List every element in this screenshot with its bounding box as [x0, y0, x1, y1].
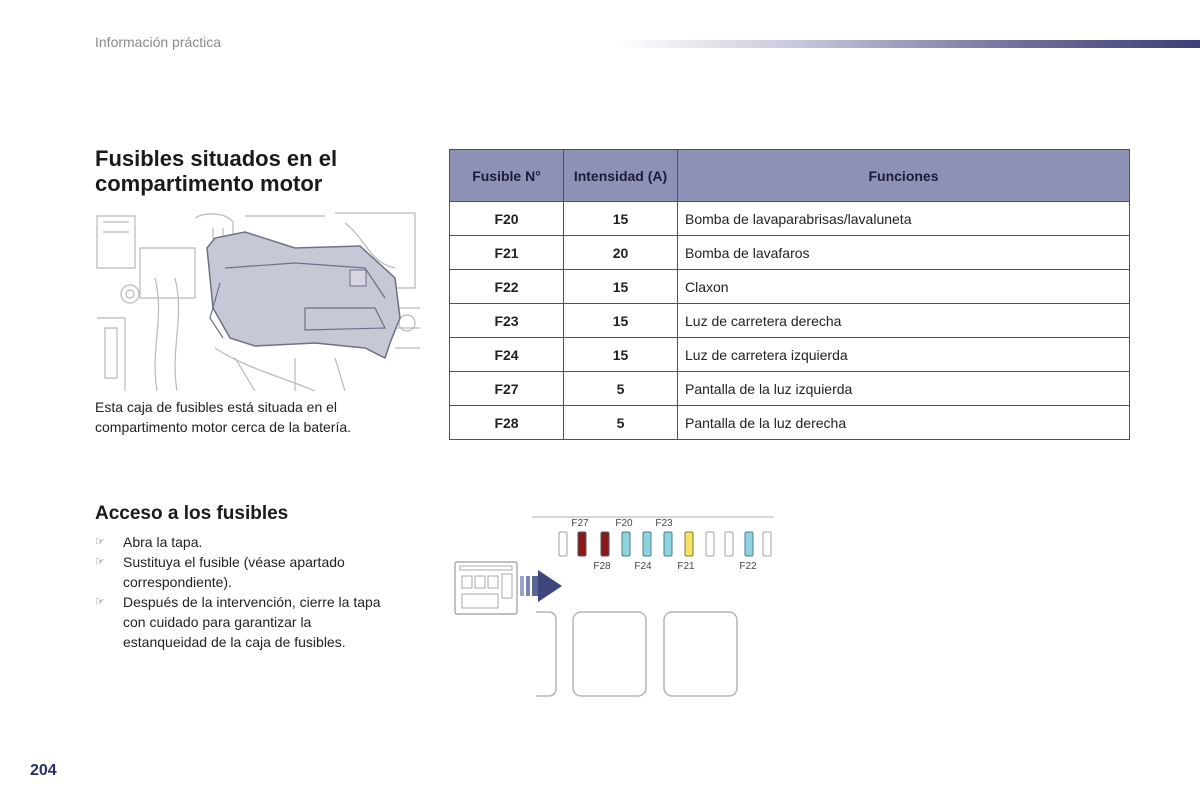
fuse-amps: 15: [564, 202, 678, 236]
list-item: [95, 532, 395, 552]
column-header-amperage: Intensidad (A): [564, 150, 678, 202]
fuse-id: F23: [450, 304, 564, 338]
fuse-id: F20: [450, 202, 564, 236]
fuse-amps: 20: [564, 236, 678, 270]
table-row: [450, 338, 1130, 372]
fuse-function: Bomba de lavaparabrisas/lavaluneta: [678, 202, 1130, 236]
table-row: [450, 406, 1130, 440]
fuse-slot: [559, 532, 567, 556]
fuse-id: F22: [450, 270, 564, 304]
step-text: Sustituya el fusible (véase apartado correspondiente).: [123, 554, 345, 590]
fuse-slot: [763, 532, 771, 556]
fuse-slot: [578, 532, 586, 556]
fuse-slot: [706, 532, 714, 556]
fuse-slot: [745, 532, 753, 556]
header-gradient-bar: [620, 40, 1200, 48]
list-item: [95, 592, 395, 652]
engine-section-title: Fusibles situados en el compartimento motor: [95, 146, 338, 196]
fuse-table: [449, 149, 1130, 440]
fuse-id: F27: [450, 372, 564, 406]
fuse-function: Bomba de lavafaros: [678, 236, 1130, 270]
engine-fusebox-caption: Esta caja de fusibles está situada en el compartimento motor cerca de la batería.: [95, 399, 352, 435]
fuse-cover-outline: [573, 612, 646, 696]
list-item: [95, 552, 395, 592]
table-row: [450, 202, 1130, 236]
fuse-label-f28: F28: [593, 561, 611, 572]
header-section-label: Información práctica: [95, 34, 222, 50]
fuse-id: F24: [450, 338, 564, 372]
table-row: [450, 372, 1130, 406]
fuse-table-header-row: [450, 150, 1130, 202]
fuse-function: Luz de carretera derecha: [678, 304, 1130, 338]
fuse-label-f24: F24: [634, 561, 652, 572]
table-row: [450, 236, 1130, 270]
column-header-functions: Funciones: [678, 150, 1130, 202]
fuse-amps: 15: [564, 304, 678, 338]
table-row: [450, 304, 1130, 338]
access-steps-list: [95, 532, 395, 652]
hand-pointer-icon: ☞: [95, 536, 105, 548]
fuse-amps: 5: [564, 372, 678, 406]
fuse-id: F28: [450, 406, 564, 440]
fuse-id: F21: [450, 236, 564, 270]
hand-pointer-icon: ☞: [95, 596, 105, 608]
engine-fusebox-illustration: [95, 208, 420, 391]
table-row: [450, 270, 1130, 304]
arrow-right-icon: [520, 570, 562, 602]
step-text: Abra la tapa.: [123, 534, 203, 550]
access-section-title: Acceso a los fusibles: [95, 503, 289, 524]
page-number: 204: [30, 762, 57, 779]
fuse-label-f23: F23: [655, 518, 673, 529]
fuse-slot: [664, 532, 672, 556]
fuse-slot: [643, 532, 651, 556]
fuse-function: Luz de carretera izquierda: [678, 338, 1130, 372]
hand-pointer-icon: ☞: [95, 556, 105, 568]
fuse-slot: [601, 532, 609, 556]
fuse-label-f22: F22: [739, 561, 757, 572]
fuse-label-f27: F27: [571, 518, 589, 529]
fuse-amps: 5: [564, 406, 678, 440]
fuse-function: Claxon: [678, 270, 1130, 304]
column-header-fuse: Fusible N°: [450, 150, 564, 202]
fuse-function: Pantalla de la luz derecha: [678, 406, 1130, 440]
fuse-label-f21: F21: [677, 561, 695, 572]
fuse-function: Pantalla de la luz izquierda: [678, 372, 1130, 406]
step-text: Después de la intervención, cierre la tapa con cuidado para garantizar la estanqueidad de la caja de fusibles.: [123, 594, 381, 650]
fuse-slot: [725, 532, 733, 556]
fuse-box-thumbnail: [455, 562, 517, 614]
fuse-box-diagram: [450, 510, 780, 705]
fuse-cover-outline: [664, 612, 737, 696]
fuse-amps: 15: [564, 338, 678, 372]
fuse-label-f20: F20: [615, 518, 633, 529]
fuse-cover-outline: [536, 612, 556, 696]
fuse-slot: [622, 532, 630, 556]
fuse-amps: 15: [564, 270, 678, 304]
fuse-slot: [685, 532, 693, 556]
